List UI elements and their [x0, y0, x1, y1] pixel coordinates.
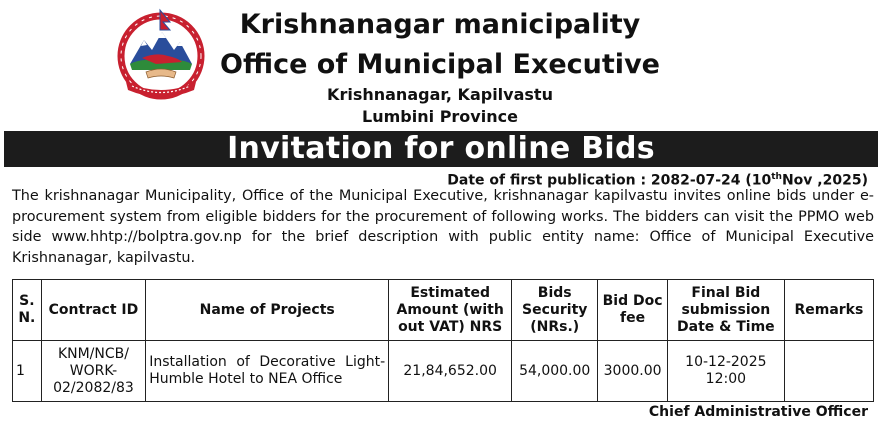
publication-date-suffix: Nov ,2025): [781, 172, 868, 189]
signatory-title: Chief Administrative Officer: [648, 404, 868, 420]
table-row: [13, 341, 874, 402]
intro-paragraph: The krishnanagar Municipality, Office of the Municipal Executive, krishnanagar kapilvastu invites online bids under e-procurement system from eligible bidders for the procurement of following works. The bidders can visit the PPMO web side www.hhtp://bolptra.gov.np for the brief description with public entity name: Office of Municipal Executive Krishnanagar, kapilvastu.: [12, 188, 874, 266]
header-estimated-amount: Estimated Amount (with out VAT) NRS: [389, 280, 512, 341]
cell-bid-doc-fee: 3000.00: [598, 341, 668, 402]
cell-project-name: Installation of Decorative Light-Humble Hotel to NEA Office: [146, 341, 389, 402]
bids-table: [12, 279, 874, 402]
header-project-name: Name of Projects: [146, 280, 389, 341]
nepal-government-emblem-icon: [116, 6, 206, 102]
cell-bid-security: 54,000.00: [512, 341, 598, 402]
header-sn: S. N.: [13, 280, 42, 341]
cell-submission-deadline: 10-12-2025 12:00: [667, 341, 784, 402]
municipality-title: Krishnanagar manicipality: [239, 9, 641, 40]
office-address: Krishnanagar, Kapilvastu: [327, 85, 553, 104]
province-name: Lumbini Province: [362, 107, 518, 126]
cell-sn: 1: [13, 341, 42, 402]
header-submission-deadline: Final Bid submission Date & Time: [667, 280, 784, 341]
publication-date-sup: th: [771, 172, 782, 182]
cell-contract-id: KNM/NCB/ WORK- 02/2082/83: [41, 341, 146, 402]
cell-remarks: [784, 341, 873, 402]
header-bid-doc-fee: Bid Doc fee: [598, 280, 668, 341]
table-header-row: [13, 280, 874, 341]
header-remarks: Remarks: [784, 280, 873, 341]
cell-estimated-amount: 21,84,652.00: [389, 341, 512, 402]
notice-title-banner: Invitation for online Bids: [4, 131, 878, 167]
header-bid-security: Bids Security (NRs.): [512, 280, 598, 341]
office-title: Office of Municipal Executive: [220, 49, 660, 80]
header-contract-id: Contract ID: [41, 280, 146, 341]
publication-date-prefix: Date of first publication : 2082-07-24 (10: [447, 172, 772, 189]
